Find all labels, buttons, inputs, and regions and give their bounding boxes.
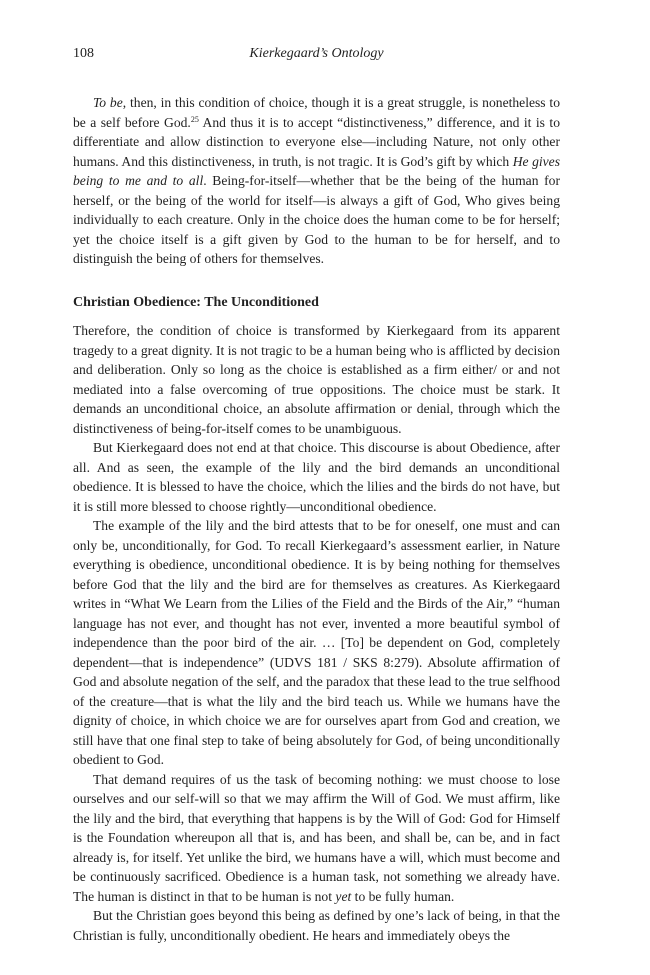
paragraph: The example of the lily and the bird attests that to be for oneself, one must and can only be, unconditionally, for God. To recall Kierkegaard’s assessment earlier, in Nature everything is obedience, unconditional obedience. It is by being nothing for themselves before God that the lily and the bird are for themselves as creatures. As Kierkegaard writes in “What We Learn from the Lilies of the Field and the Birds of the Air,” “human language has not ever, and thought has not ever, invented a more beautiful symbol of independence than the poor bird of the air. … [To] be dependent on God, completely dependent—that is independence” (UDVS 181 / SKS 8:279). Absolute affirmation of God and absolute negation of the self, and the paradox that these lead to the true selfhood of the creature—that is what the lily and the bird teach us. While we humans have the dignity of choice, in which choice we are for ourselves apart from God and creation, we still have that one final step to take of being absolutely for God, of being unconditionally obedient to God. (73, 518, 560, 767)
footnote-marker[interactable]: 25 (190, 114, 199, 124)
text-run: And thus it is to accept “distinctiveness,” difference, and it is to differentiate and allow distinction to everyone else—including Nature, not only other humans. And this distinctiveness, in truth, is not tragic. It is God’s gift by which (73, 114, 560, 169)
section-heading: Christian Obedience: The Unconditioned (73, 294, 319, 310)
text-run: . Being-for-itself—whether that be the being of the human for herself, or the being of the world for itself—is always a gift of God, Who gives being individually to each creature. Only in the choice does the human come to be for herself; yet the choice itself is a gift given by God to the human to be for herself, and to distinguish the being of others for themselves. (73, 173, 560, 266)
body-text (73, 93, 560, 945)
running-head (73, 46, 560, 66)
page-number: 108 (73, 46, 94, 61)
text-run: That demand requires of us the task of becoming nothing: we must choose to lose ourselves and our self-will so that we may affirm the Will of God. We must affirm, like the lily and the bird, that everything that happens is by the Will of God: God for Himself is the Foundation whereupon all that is, and has been, and shall be, can be, and in fact already is, for itself. Yet unlike the bird, we humans have a will, which must become and be continuously sacrificed. Obedience is a human task, not something we already have. The human is distinct in that to be human is not (73, 771, 560, 904)
paragraph: But the Christian goes beyond this being as defined by one’s lack of being, in that the Christian is fully, unconditionally obedient. He hears and immediately obeys the (73, 908, 560, 943)
paragraph (73, 93, 560, 269)
emphasis: To be (93, 95, 123, 110)
emphasis: He gives being to me and to all (73, 153, 561, 188)
emphasis: yet (335, 888, 352, 904)
running-title: Kierkegaard’s Ontology (249, 46, 384, 61)
text-run: to be fully human. (351, 888, 455, 904)
paragraph: But Kierkegaard does not end at that choice. This discourse is about Obedience, after all. And as seen, the example of the lily and the bird demands an unconditional obedience. It is blessed to have the choice, which the lilies and the birds do not have, but it is still more blessed to choose rightly—unconditional obedience. (73, 440, 560, 514)
text-run: , then, in this condition of choice, though it is a great struggle, is nonetheless to be a self before God. (73, 95, 560, 130)
paragraph: Therefore, the condition of choice is transformed by Kierkegaard from its apparent tragedy to a great dignity. It is not tragic to be a human being who is afflicted by decision and deliberation. Only so long as the choice is established as a firm either/ or and not mediated into a false overcoming of true oppositions. The choice must be stark. It demands an unconditional choice, an absolute affirmation or denial, through which the distinctiveness of being-for-itself comes to be unambiguous. (73, 323, 560, 436)
paragraph (73, 770, 560, 907)
